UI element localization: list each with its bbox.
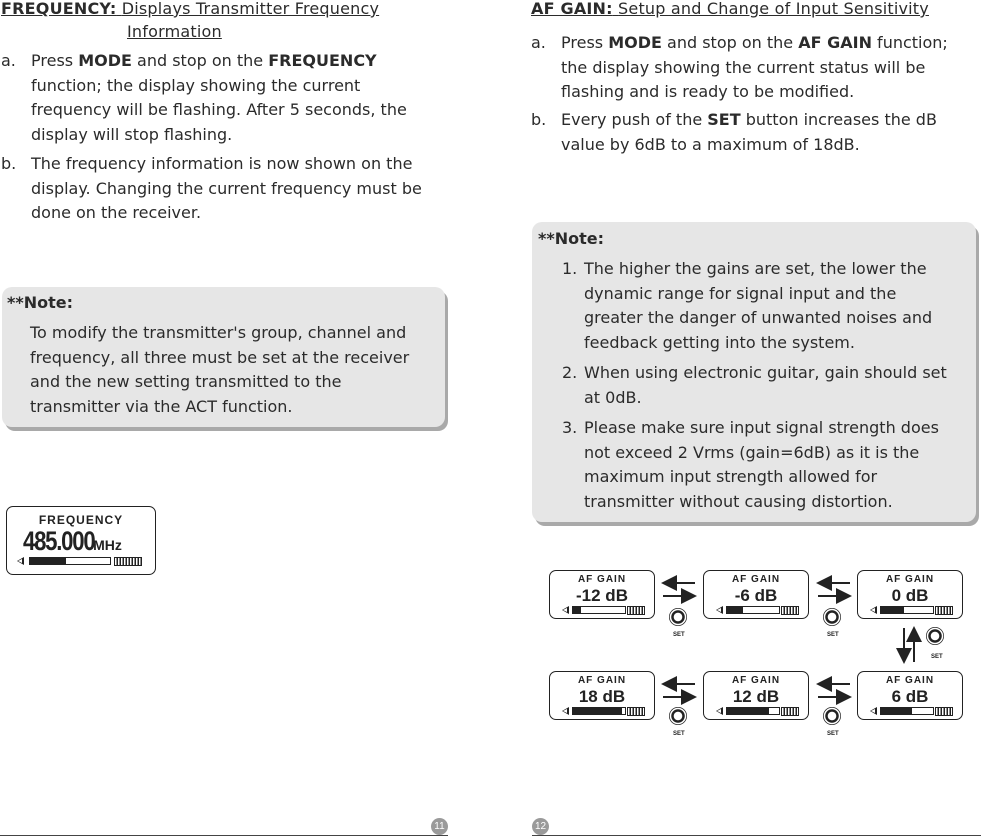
af-gain-label: AF GAIN [885,574,935,585]
text-run: Press [561,33,609,52]
instruction-text [31,152,422,226]
right-note-heading: **Note: [538,229,605,248]
text-line: The higher the gains are set, the lower the [584,259,927,278]
left-page-number: 11 [431,818,448,835]
text-run: function; the display showing the current [31,75,361,95]
frequency-display-readout [23,526,122,557]
instruction-text [561,108,937,157]
text-run: Press [31,51,79,70]
set-button-label: SET [827,632,839,638]
frequency-display-label: FREQUENCY [38,513,124,527]
text-line [31,49,407,74]
text-line [561,133,937,158]
frequency-display [6,506,156,575]
left-page-rule [0,835,448,836]
text-line [31,123,407,148]
right-section-title [531,0,929,18]
instruction-text [31,49,407,147]
set-button-label: SET [931,654,943,660]
text-line: greater the danger of unwanted noises and [584,308,933,327]
gain-cycle-arrows [540,560,981,760]
left-note-text [30,321,445,419]
frequency-value: 485.000 [23,526,95,556]
text-line [31,98,407,123]
bold-term: MODE [608,33,662,52]
frequency-level-bar [29,557,111,565]
note-item-number: 3. [562,418,578,437]
bold-term: AF GAIN [798,33,872,52]
text-run: display. Changing the current frequency must be [31,178,422,198]
set-button-label: SET [827,731,839,737]
text-run: the display showing the current status will be [561,57,926,77]
af-gain-label: AF GAIN [577,574,627,585]
note-line: and the new setting transmitted to the [30,372,342,391]
text-line: not exceed 2 Vrms (gain=6dB) as it is the [584,442,920,462]
instruction-marker: a. [531,33,546,52]
text-line [31,201,422,226]
frequency-unit: MHz [93,537,122,553]
frequency-level-fill [30,558,66,564]
right-page-number: 12 [532,818,549,835]
text-line [31,177,422,202]
text-run: and stop on the [661,33,799,52]
right-page-rule [532,835,981,836]
af-gain-value: 0 dB [891,586,929,605]
left-title-line2: Information [127,22,222,41]
af-gain-value: 18 dB [578,687,626,706]
af-gain-label: AF GAIN [731,675,781,686]
text-run: and stop on the [131,51,269,70]
set-button-label: SET [673,731,685,737]
note-item-text [584,257,932,355]
text-line: transmitter without causing distortion. [584,491,893,511]
text-line: Please make sure input signal strength does [584,418,939,437]
text-run: frequency will be flashing. After 5 seconds, the [31,100,407,119]
af-gain-label: AF GAIN [577,675,627,686]
af-gain-value: 6 dB [891,687,929,706]
instruction-marker: a. [1,51,16,70]
note-item-number: 1. [562,259,578,278]
text-run: button increases the dB [740,110,937,129]
text-line: maximum input strength allowed for [584,467,878,486]
text-line [561,56,948,81]
af-gain-value: 12 dB [732,687,780,706]
note-item-number: 2. [562,363,578,382]
bold-term: MODE [78,51,132,70]
af-gain-label: AF GAIN [731,574,781,585]
af-gain-label: AF GAIN [885,675,935,686]
text-line: at 0dB. [584,387,642,407]
text-run: display will stop flashing. [31,124,233,144]
note-item-text [584,361,947,410]
af-gain-value: -6 dB [734,586,778,605]
left-title-text: Displays Transmitter Frequency [121,0,380,18]
text-run: The frequency information is now shown on the [31,154,413,173]
text-line: feedback getting into the system. [584,332,855,352]
text-run: function; [871,33,948,52]
text-run: done on the receiver. [31,203,202,222]
battery-icon [114,557,142,566]
af-gain-value: -12 dB [576,586,628,605]
right-title-bold: AF GAIN: [531,0,613,18]
set-button-label: SET [673,632,685,638]
text-run: value by 6dB to a maximum of 18dB. [561,134,860,154]
text-line: When using electronic guitar, gain should set [584,363,947,382]
note-line: transmitter via the ACT function. [30,396,293,416]
instruction-text [561,31,948,105]
text-run: Every push of the [561,110,708,129]
text-line [561,108,937,133]
text-run: flashing and is ready to be modified. [561,82,855,101]
left-title-bold: FREQUENCY: [1,0,117,18]
text-line [561,80,948,105]
instruction-marker: b. [1,154,17,173]
speaker-icon [17,557,24,565]
text-line [31,152,422,177]
note-line: frequency, all three must be set at the receiver [30,347,410,367]
bold-term: SET [707,110,741,129]
left-note-box [2,287,445,427]
right-note-box [532,222,976,522]
text-line: dynamic range for signal input and the [584,283,897,303]
right-title-text: Setup and Change of Input Sensitivity [618,0,929,18]
note-line: To modify the transmitter's group, channel and [30,323,407,342]
left-note-heading: **Note: [7,293,74,312]
bold-term: FREQUENCY [268,51,377,70]
text-line [561,31,948,56]
text-line [31,74,407,99]
left-section-title [1,0,379,18]
instruction-marker: b. [531,110,547,129]
note-item-text [584,416,939,514]
